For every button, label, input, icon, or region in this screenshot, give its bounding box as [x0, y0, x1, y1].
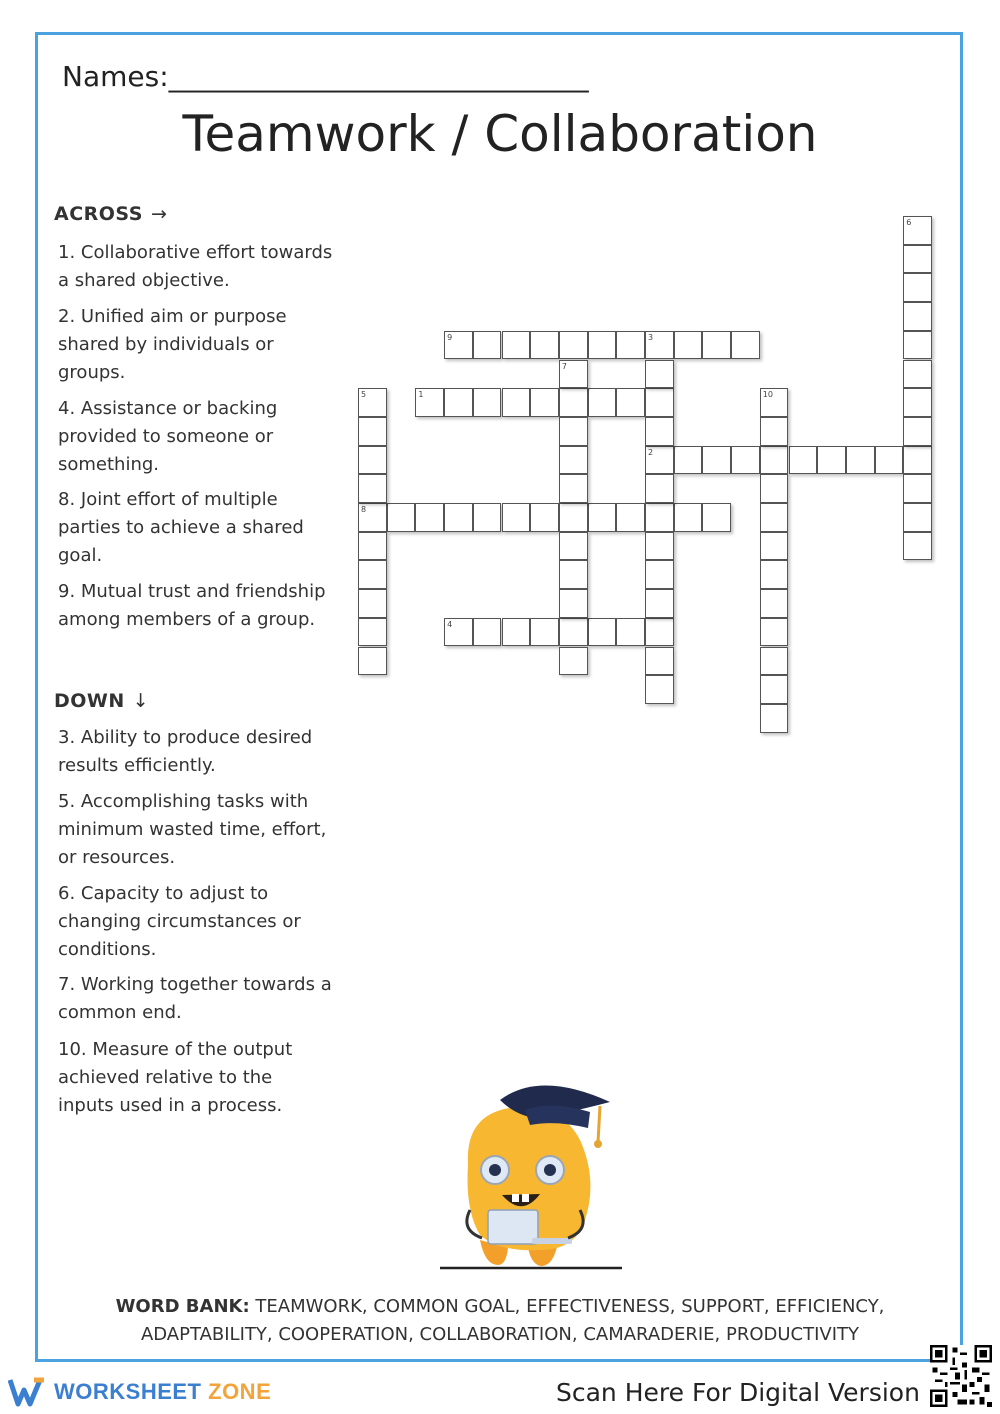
down-clue-3: 3. Ability to produce desired results efficiently. — [58, 727, 313, 776]
down-heading-label: DOWN — [54, 690, 125, 712]
qr-code-icon[interactable] — [930, 1345, 992, 1407]
crossword-cell[interactable] — [875, 446, 904, 475]
crossword-cell[interactable] — [530, 388, 559, 417]
crossword-cell[interactable] — [358, 618, 387, 647]
crossword-cell[interactable] — [588, 388, 617, 417]
clue-number: 10 — [762, 390, 773, 400]
crossword-cell[interactable] — [760, 704, 789, 733]
crossword-cell[interactable] — [903, 417, 932, 446]
crossword-cell[interactable] — [444, 503, 473, 532]
across-heading-label: ACROSS — [54, 203, 143, 225]
crossword-cell[interactable] — [473, 618, 502, 647]
crossword-cell[interactable] — [702, 331, 731, 360]
crossword-cell[interactable] — [760, 474, 789, 503]
down-arrow-icon: ↓ — [132, 690, 150, 712]
clue-number: 1 — [418, 390, 424, 400]
scan-caption: Scan Here For Digital Version — [556, 1378, 920, 1407]
crossword-cell[interactable] — [415, 503, 444, 532]
crossword-cell[interactable] — [444, 388, 473, 417]
crossword-cell[interactable] — [760, 589, 789, 618]
crossword-cell[interactable] — [473, 503, 502, 532]
crossword-cell[interactable] — [645, 647, 674, 676]
crossword-cell[interactable] — [674, 503, 703, 532]
crossword-cell[interactable] — [358, 532, 387, 561]
crossword-cell[interactable] — [473, 331, 502, 360]
crossword-cell[interactable] — [358, 589, 387, 618]
brand-name-part1: WORKSHEET — [54, 1379, 202, 1404]
clue-number: 9 — [447, 332, 453, 342]
crossword-cell[interactable] — [674, 331, 703, 360]
crossword-cell[interactable] — [903, 503, 932, 532]
across-clue-2: 2. Unified aim or purpose shared by individuals or groups. — [58, 306, 287, 383]
crossword-cell[interactable] — [559, 417, 588, 446]
clue-number: 8 — [361, 505, 367, 514]
word-bank-label: WORD BANK: — [115, 1296, 250, 1317]
crossword-cell[interactable] — [903, 245, 932, 274]
crossword-cell[interactable] — [559, 618, 588, 647]
across-clue-8: 8. Joint effort of multiple parties to achieve a shared goal. — [58, 489, 304, 566]
crossword-cell[interactable] — [645, 474, 674, 503]
crossword-cell[interactable] — [358, 560, 387, 589]
crossword-cell[interactable] — [674, 446, 703, 475]
crossword-cell[interactable] — [702, 503, 731, 532]
right-arrow-icon: → — [150, 203, 168, 225]
crossword-cell[interactable] — [789, 446, 818, 475]
across-clue-1: 1. Collaborative effort towards a shared objective. — [58, 242, 333, 291]
crossword-cell[interactable] — [903, 532, 932, 561]
down-clue-7: 7. Working together towards a common end. — [58, 974, 332, 1023]
crossword-cell[interactable] — [616, 331, 645, 360]
crossword-cell[interactable] — [903, 273, 932, 302]
crossword-cell[interactable] — [760, 417, 789, 446]
crossword-cell[interactable] — [559, 446, 588, 475]
crossword-cell[interactable] — [903, 474, 932, 503]
crossword-cell[interactable] — [903, 302, 932, 331]
crossword-cell[interactable] — [559, 560, 588, 589]
crossword-cell[interactable] — [760, 647, 789, 676]
crossword-cell[interactable] — [645, 388, 674, 417]
crossword-cell[interactable] — [616, 503, 645, 532]
word-bank-words: TEAMWORK, COMMON GOAL, EFFECTIVENESS, SUPPORT, EFFICIENCY, ADAPTABILITY, COOPERATION, COLLABORATION, CAMARADERIE, PRODUCTIVITY — [140, 1296, 885, 1345]
brand-logo[interactable] — [8, 1374, 271, 1410]
crossword-cell[interactable] — [645, 618, 674, 647]
crossword-cell[interactable] — [760, 618, 789, 647]
crossword-cell[interactable] — [645, 675, 674, 704]
crossword-cell[interactable] — [559, 388, 588, 417]
clue-number: 7 — [561, 361, 567, 371]
crossword-cell[interactable] — [903, 388, 932, 417]
crossword-cell[interactable] — [645, 360, 674, 389]
crossword-cell[interactable] — [846, 446, 875, 475]
across-clue-4: 4. Assistance or backing provided to someone or something. — [58, 398, 278, 475]
crossword-cell[interactable] — [559, 474, 588, 503]
crossword-cell[interactable] — [358, 417, 387, 446]
crossword-cell[interactable] — [760, 446, 789, 475]
crossword-cell[interactable] — [588, 503, 617, 532]
crossword-cell[interactable] — [502, 331, 531, 360]
crossword-cell[interactable] — [502, 618, 531, 647]
crossword-cell[interactable] — [387, 503, 416, 532]
crossword-cell[interactable] — [358, 446, 387, 475]
crossword-cell[interactable] — [358, 647, 387, 676]
word-bank — [60, 1293, 940, 1349]
crossword-cell[interactable] — [645, 417, 674, 446]
crossword-cell[interactable] — [616, 618, 645, 647]
crossword-cell[interactable] — [760, 560, 789, 589]
crossword-cell[interactable] — [588, 618, 617, 647]
names-field: Names:______________________________ — [62, 60, 589, 93]
crossword-cell[interactable] — [559, 647, 588, 676]
crossword-cell[interactable] — [616, 388, 645, 417]
crossword-cell[interactable] — [760, 503, 789, 532]
crossword-cell[interactable] — [817, 446, 846, 475]
down-clue-5: 5. Accomplishing tasks with minimum wasted time, effort, or resources. — [58, 791, 327, 868]
page-title: Teamwork / Collaboration — [182, 105, 818, 163]
brand-name-part2: ZONE — [208, 1379, 272, 1404]
crossword-cell[interactable] — [559, 503, 588, 532]
crossword-cell[interactable] — [760, 532, 789, 561]
crossword-cell[interactable] — [731, 331, 760, 360]
crossword-cell[interactable] — [530, 618, 559, 647]
crossword-cell[interactable] — [903, 360, 932, 389]
crossword-cell[interactable] — [645, 503, 674, 532]
crossword-cell[interactable] — [502, 503, 531, 532]
crossword-cell[interactable] — [903, 446, 932, 475]
worksheetzone-logo-icon — [8, 1376, 48, 1408]
crossword-cell[interactable] — [645, 532, 674, 561]
graduate-mascot-illustration — [440, 1070, 625, 1270]
clue-number: 6 — [906, 218, 912, 227]
crossword-cell[interactable] — [645, 560, 674, 589]
crossword-cell[interactable] — [760, 675, 789, 704]
clue-number: 2 — [648, 447, 654, 457]
down-clue-10: 10. Measure of the output achieved relative to the inputs used in a process. — [58, 1039, 293, 1116]
crossword-cell[interactable] — [903, 331, 932, 360]
crossword-cell[interactable] — [358, 474, 387, 503]
across-clue-9: 9. Mutual trust and friendship among members of a group. — [58, 581, 326, 630]
crossword-cell[interactable] — [731, 446, 760, 475]
clue-number: 4 — [447, 619, 453, 629]
down-clue-6: 6. Capacity to adjust to changing circumstances or conditions. — [58, 883, 301, 960]
crossword-cell[interactable] — [645, 589, 674, 618]
crossword-cell[interactable] — [588, 331, 617, 360]
clue-number: 3 — [648, 332, 654, 342]
crossword-cell[interactable] — [702, 446, 731, 475]
crossword-cell[interactable] — [559, 589, 588, 618]
crossword-cell[interactable] — [559, 331, 588, 360]
crossword-cell[interactable] — [473, 388, 502, 417]
clue-number: 5 — [361, 390, 367, 400]
crossword-cell[interactable] — [502, 388, 531, 417]
crossword-cell[interactable] — [530, 331, 559, 360]
crossword-cell[interactable] — [559, 532, 588, 561]
crossword-cell[interactable] — [530, 503, 559, 532]
